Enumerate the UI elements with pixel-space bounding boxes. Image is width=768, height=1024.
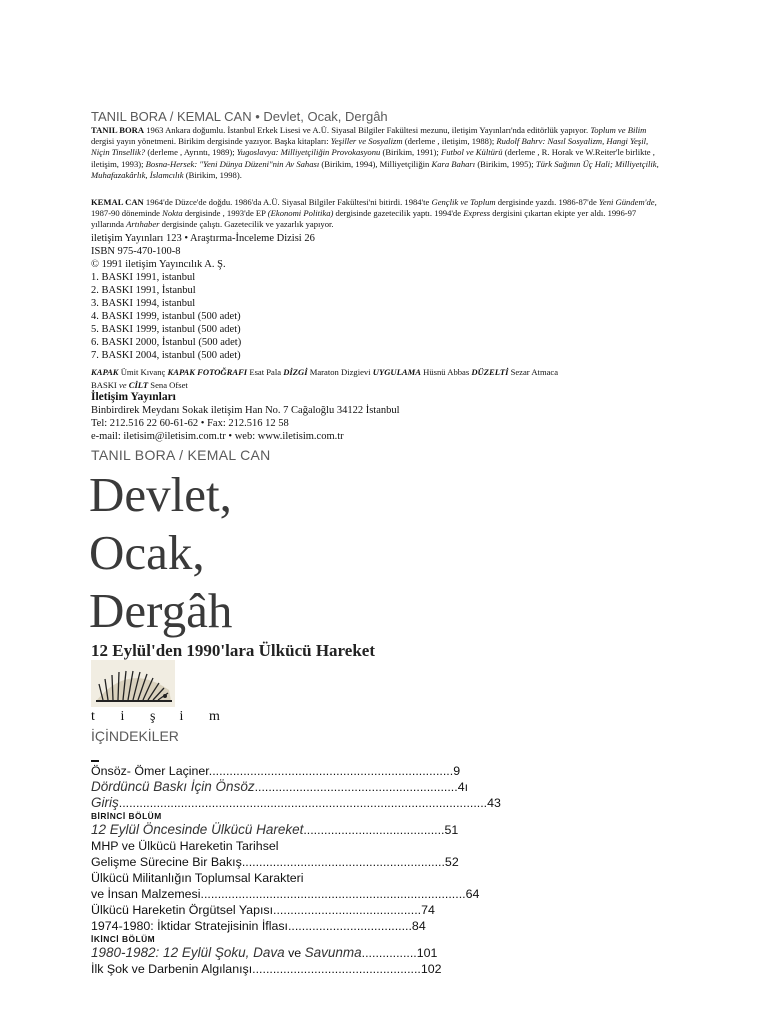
- toc-page-number: 43: [487, 796, 501, 810]
- toc-page-number: 84: [411, 919, 426, 933]
- toc-leader: .................................................: [252, 962, 421, 976]
- book-title-line: Devlet,: [89, 467, 232, 522]
- toc-entry-title: ve: [284, 946, 305, 960]
- toc-page-number: 52: [444, 855, 459, 869]
- bio-italic: Yeni Gündem'de,: [598, 197, 657, 207]
- book-title-line: Dergâh: [89, 583, 233, 638]
- toc-entry[interactable]: [91, 902, 501, 918]
- bio-text: 1987-90 döneminde: [91, 208, 163, 219]
- imprint-info: [91, 232, 315, 362]
- toc-entry[interactable]: [91, 838, 501, 854]
- toc-page-number: 101: [416, 946, 438, 960]
- toc-leader: ....................................: [287, 919, 412, 933]
- toc-page-number: 64: [465, 887, 480, 901]
- bio-text: 1964'de Düzce'de doğdu. 1986'da A.Ü. Siyasal Bilgiler Fakültesi'ni bitirdi. 1984'te: [143, 197, 432, 207]
- toc-leader: .......................................................................: [208, 764, 454, 778]
- credit-key: BASKI: [91, 380, 117, 390]
- publisher-address: Binbirdirek Meydanı Sokak iletişim Han No. 7 Cağaloğlu 34122 İstanbul: [91, 405, 400, 416]
- bio-text: dergisinde yazdı. 1986-87'de: [495, 197, 599, 207]
- toc-entry[interactable]: [91, 779, 501, 795]
- bio-text: dergisinde , 1993'de EP: [182, 208, 268, 219]
- toc-section-label: İKİNCİ BÖLÜM: [91, 934, 156, 944]
- credit-key: KAPAK FOTOĞRAFI: [167, 367, 248, 377]
- bio-text: dergisini çıkartan ekipte yer aldı. 1996-97 yıllarında: [91, 208, 637, 230]
- imprint-line: 3. BASKI 1994, istanbul: [91, 298, 196, 309]
- credit-value: Sena Ofset: [148, 380, 188, 390]
- divider: [91, 760, 99, 762]
- credit-value: Esat Pala: [247, 367, 284, 377]
- toc-page-number: 4ı: [457, 780, 469, 794]
- toc-entry-title: MHP ve Ülkücü Hareketin Tarihsel: [91, 839, 279, 853]
- publisher-wordmark: [91, 709, 239, 725]
- toc-leader: ...........................................................: [254, 780, 458, 794]
- toc-section-label: BİRİNCİ BÖLÜM: [91, 811, 162, 821]
- credit-value: Ümit Kıvanç: [118, 367, 168, 377]
- wordmark-letter: i: [179, 709, 184, 724]
- bio-text: (derleme , iletişim, 1988);: [402, 136, 497, 147]
- bio-kemal-can: [91, 197, 661, 231]
- imprint-line: © 1991 iletişim Yayıncılık A. Ş.: [91, 259, 226, 270]
- toc-leader: ...........................................................................................................: [118, 796, 488, 810]
- credit-key: KAPAK: [91, 367, 119, 377]
- credit-value: Sezar Atmaca: [508, 367, 559, 377]
- toc-entry[interactable]: [91, 961, 501, 977]
- bio-italic: (Ekonomi Politika): [267, 208, 334, 219]
- toc-heading: İÇİNDEKİLER: [91, 728, 179, 744]
- credit-key: DÜZELTİ: [471, 367, 509, 377]
- toc-leader: .........................................: [303, 823, 445, 837]
- bio-italic: Artıhaber: [126, 219, 160, 230]
- imprint-line: 1. BASKI 1991, istanbul: [91, 272, 196, 283]
- bio-text: (Birikim, 1994), Milliyetçiliğin: [319, 158, 432, 169]
- bio-text: (Birikim, 1998).: [183, 169, 242, 180]
- toc-entry-title: Ülkücü Hareketin Örgütsel Yapısı: [91, 903, 274, 917]
- toc-page-number: 9: [453, 764, 461, 778]
- bio-italic: Yeşiller ve Sosyalizm: [330, 136, 403, 147]
- toc-entry[interactable]: [91, 854, 501, 870]
- credit-key: CİLT: [128, 380, 149, 390]
- bio-text: (Birikim, 1995);: [475, 158, 536, 169]
- toc-entry[interactable]: [91, 918, 501, 934]
- bio-italic: Yugoslavya: Milliyetçiliğin Provokasyonu: [236, 147, 381, 158]
- publisher-web: e-mail: iletisim@iletisim.com.tr • web: www.iletisim.com.tr: [91, 431, 344, 442]
- credit-value: Maraton Dizgievi: [307, 367, 373, 377]
- toc-entry[interactable]: [91, 945, 501, 961]
- toc-entry-title: Giriş: [91, 795, 119, 810]
- wordmark-letter: ş: [150, 709, 156, 724]
- bio-italic: Futbol ve Kültürü: [440, 147, 503, 158]
- bio-italic: Gençlik ve Toplum: [431, 197, 496, 207]
- toc-entry-title: 1974-1980: İktidar Stratejisinin İflası: [91, 919, 288, 933]
- toc-entry-title: Dördüncü Baskı İçin Önsöz: [91, 779, 255, 794]
- credit-key: UYGULAMA: [372, 367, 421, 377]
- publisher-block: [91, 391, 400, 443]
- toc-entry-title: Savunma: [304, 945, 362, 960]
- imprint-line: 2. BASKI 1991, İstanbul: [91, 285, 196, 296]
- bio-text: dergisi yayın yönetmeni. Birikim dergisinde yazıyor. Başka kitapları:: [91, 136, 331, 147]
- credits: [91, 366, 661, 392]
- toc-entry[interactable]: [91, 886, 501, 902]
- bio-text: (Birikim, 1991);: [380, 147, 441, 158]
- table-of-contents: [91, 763, 501, 977]
- toc-entry-title: Gelişme Sürecine Bir Bakış: [91, 855, 242, 869]
- bio-italic: Express: [463, 208, 491, 219]
- imprint-line: 7. BASKI 2004, istanbul (500 adet): [91, 350, 241, 361]
- toc-page-number: 74: [421, 903, 435, 917]
- publisher-phone: Tel: 212.516 22 60-61-62 • Fax: 212.516 12 58: [91, 418, 289, 429]
- bio-name: TANIL BORA: [91, 125, 145, 135]
- bio-text: 1963 Ankara doğumlu. İstanbul Erkek Lisesi ve A.Ü. Siyasal Bilgiler Fakültesi mezunu, iletişim Yayınları'nda editörlük yapıyor.: [144, 125, 591, 135]
- toc-page-number: 102: [420, 962, 442, 976]
- toc-entry[interactable]: [91, 795, 501, 811]
- wordmark-letter: m: [209, 709, 220, 724]
- book-subtitle: 12 Eylül'den 1990'lara Ülkücü Hareket: [91, 641, 375, 660]
- bio-tanil-bora: [91, 125, 661, 181]
- toc-leader: ...........................................: [273, 903, 422, 917]
- bio-text: (derleme , R. Horak ve W.Reiter'le birlikte , iletişim, 1993);: [91, 147, 655, 169]
- toc-page-number: 51: [444, 823, 459, 837]
- toc-entry-title: Önsöz- Ömer Laçiner: [91, 764, 209, 778]
- toc-entry[interactable]: [91, 822, 501, 838]
- toc-entry[interactable]: [91, 763, 501, 779]
- running-header: TANIL BORA / KEMAL CAN • Devlet, Ocak, Dergâh: [91, 109, 388, 124]
- bio-italic: Kara Baharı: [431, 158, 476, 169]
- bio-italic: Rudolf Bahrv: Nasıl Sosyalizm, Hangi Yeşil, Niçin Tinsellik?: [91, 136, 649, 158]
- toc-leader: ................: [361, 946, 417, 960]
- imprint-line: 4. BASKI 1999, istanbul (500 adet): [91, 311, 241, 322]
- publisher-name: İletişim Yayınları: [91, 391, 176, 403]
- bio-text: (derleme , Ayrıntı, 1989);: [145, 147, 237, 158]
- imprint-line: ISBN 975-470-100-8: [91, 246, 181, 257]
- title-page-authors: TANIL BORA / KEMAL CAN: [91, 447, 271, 463]
- publisher-logo-image: [91, 660, 175, 707]
- bio-italic: Türk Sağının Üç Hali; Milliyetçilik, Muhafazakârlık, İslamcılık: [91, 158, 659, 180]
- wordmark-letter: i: [120, 709, 125, 724]
- bio-text: dergisinde çalıştı. Gazetecilik ve yazarlık yapıyor.: [159, 219, 334, 230]
- toc-leader: ...........................................................: [241, 855, 445, 869]
- credit-key: DİZGİ: [283, 367, 308, 377]
- toc-leader: .............................................................................: [200, 887, 466, 901]
- bio-name: KEMAL CAN: [91, 197, 144, 207]
- bio-italic: Toplum ve Bilim: [590, 125, 647, 135]
- toc-entry-title: ve İnsan Malzemesi: [91, 887, 201, 901]
- book-title: [89, 466, 232, 640]
- toc-entry-title: İlk Şok ve Darbenin Algılanışı: [91, 962, 253, 976]
- imprint-line: 6. BASKI 2000, İstanbul (500 adet): [91, 337, 242, 348]
- bio-text: dergisinde gazetecilik yaptı. 1994'de: [333, 208, 464, 219]
- book-title-line: Ocak,: [89, 525, 205, 580]
- toc-entry-title: 1980-1982: 12 Eylül Şoku, Dava: [91, 945, 285, 960]
- toc-entry[interactable]: [91, 870, 501, 886]
- imprint-line: 5. BASKI 1999, istanbul (500 adet): [91, 324, 241, 335]
- bio-italic: Bosna-Hersek: "Yeni Dünya Düzeni"nin Av Sahası: [145, 158, 320, 169]
- wordmark-letter: t: [91, 709, 95, 724]
- credit-value: Hüsnü Abbas: [420, 367, 472, 377]
- credit-value: ve: [116, 380, 129, 390]
- toc-entry-title: 12 Eylül Öncesinde Ülkücü Hareket: [91, 822, 304, 837]
- imprint-line: iletişim Yayınları 123 • Araştırma-İnceleme Dizisi 26: [91, 233, 315, 244]
- bio-italic: Nokta: [162, 208, 183, 219]
- toc-entry-title: Ülkücü Militanlığın Toplumsal Karakteri: [91, 871, 304, 885]
